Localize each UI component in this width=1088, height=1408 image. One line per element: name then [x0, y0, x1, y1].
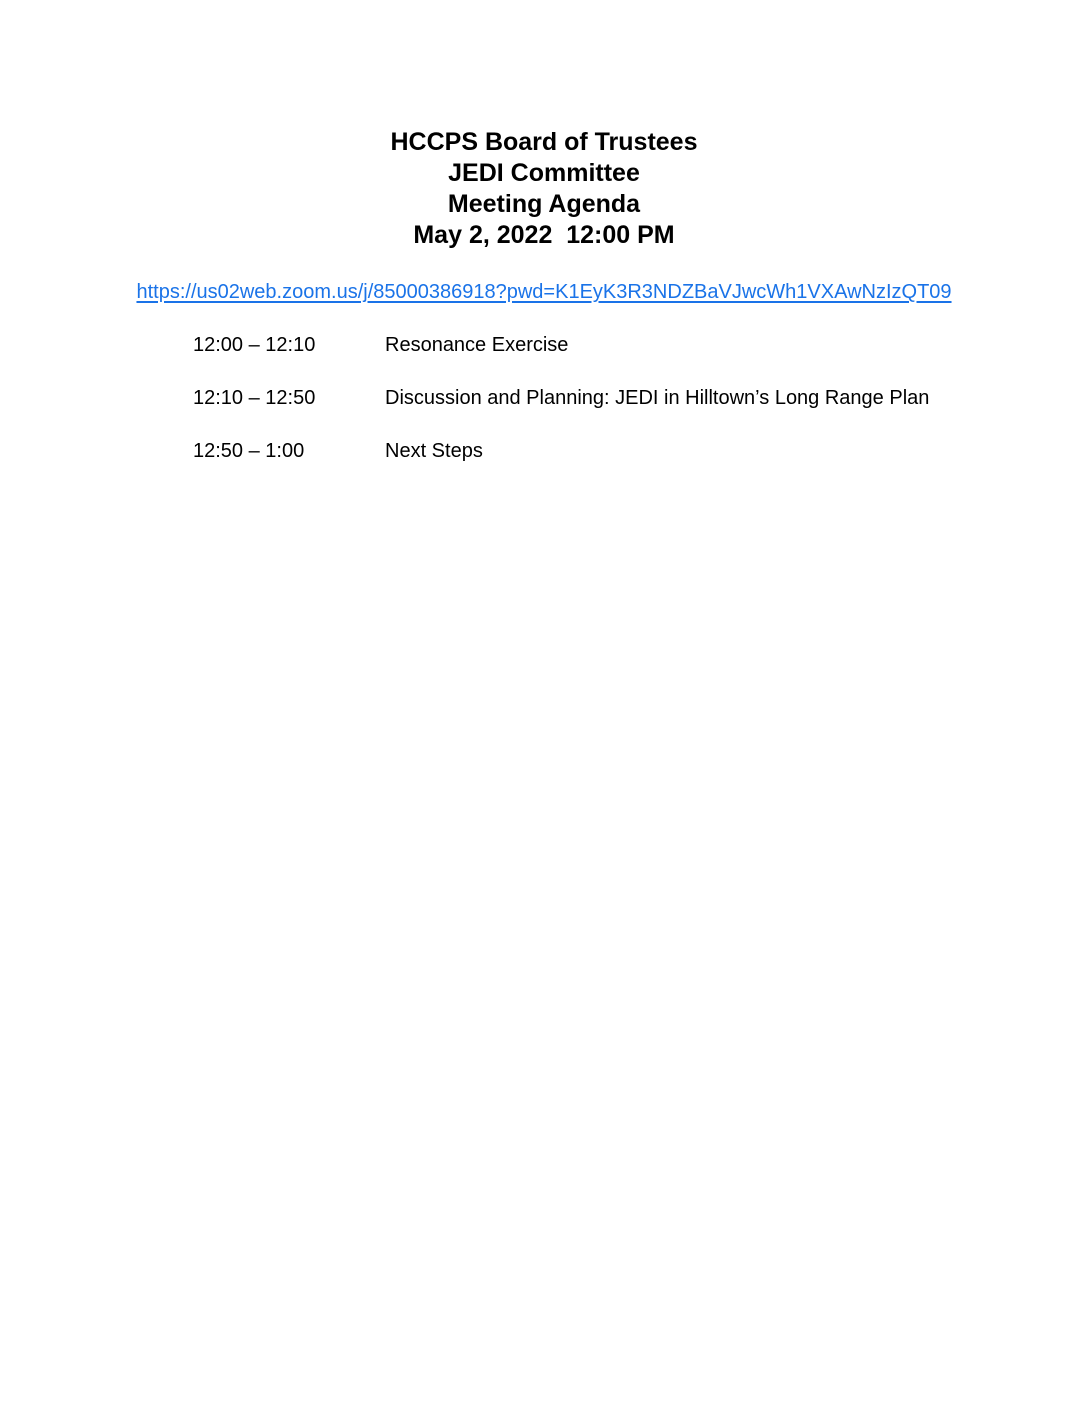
agenda-time-range: 12:50 – 1:00: [193, 440, 305, 462]
agenda-list: [0, 333, 1088, 492]
document-title-block: [0, 127, 1088, 251]
title-line-committee: JEDI Committee: [448, 159, 640, 187]
agenda-item-description: Resonance Exercise: [385, 334, 569, 356]
agenda-row: [0, 439, 1088, 492]
meeting-link-row: [0, 281, 1088, 304]
title-line-date-time: May 2, 2022 12:00 PM: [413, 221, 675, 249]
agenda-time-range: 12:10 – 12:50: [193, 387, 316, 409]
agenda-item-description: Discussion and Planning: JEDI in Hilltown’s Long Range Plan: [385, 387, 930, 409]
agenda-row: [0, 386, 1088, 439]
agenda-item-description: Next Steps: [385, 440, 483, 462]
zoom-meeting-link[interactable]: https://us02web.zoom.us/j/85000386918?pwd=K1EyK3R3NDZBaVJwcWh1VXAwNzIzQT09: [136, 281, 952, 303]
title-line-doc-type: Meeting Agenda: [447, 190, 641, 218]
agenda-time-range: 12:00 – 12:10: [193, 334, 316, 356]
title-line-organization: HCCPS Board of Trustees: [390, 128, 698, 156]
agenda-row: [0, 333, 1088, 386]
